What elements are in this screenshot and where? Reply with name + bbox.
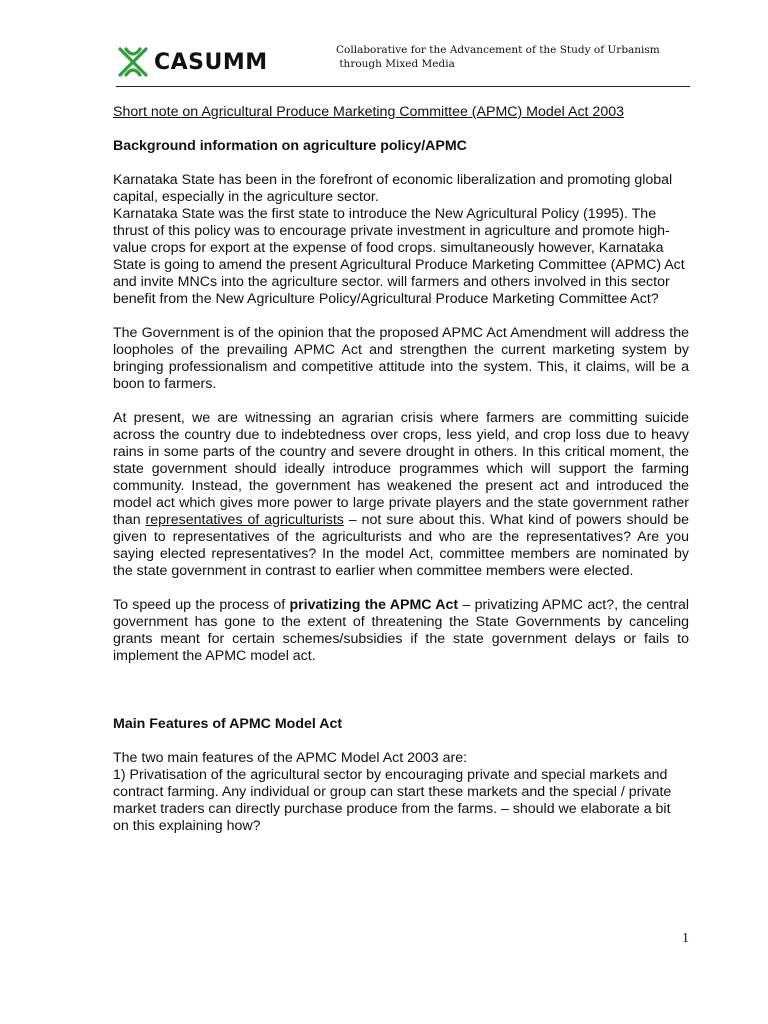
casumm-logo-icon bbox=[116, 45, 150, 79]
paragraph: Karnataka State has been in the forefront of economic liberalization and promoting global capital, especially in the agriculture sector. bbox=[113, 172, 673, 205]
paragraph: The Government is of the opinion that the proposed APMC Act Amendment will address the loopholes of the prevailing APMC Act and strengthen the current marketing system by bringing professionalism and competitive attitude into the system. This, it claims, will be a boon to farmers. bbox=[113, 325, 689, 392]
paragraph bbox=[113, 410, 689, 580]
underlined-phrase: representatives of agriculturists bbox=[145, 512, 344, 528]
spacer bbox=[113, 682, 689, 716]
document-title: Short note on Agricultural Produce Marketing Committee (APMC) Model Act 2003 bbox=[113, 104, 624, 120]
paragraph: 1) Privatisation of the agricultural sector by encouraging private and special markets and contract farming. Any individual or group can start these markets and the special / private market traders can directly purchase produce from the farms. – should we elaborate a bit on this explaining how? bbox=[113, 767, 672, 834]
section-heading-background: Background information on agriculture policy/APMC bbox=[113, 138, 467, 154]
bold-phrase: privatizing the APMC Act bbox=[289, 597, 459, 613]
paragraph: Karnataka State was the first state to introduce the New Agricultural Policy (1995). The thrust of this policy was to encourage private investment in agriculture and promote high-value crops for export at the expense of food crops. simultaneously however, Karnataka State is going to amend the present Agricultural Produce Marketing Committee (APMC) Act and invite MNCs into the agriculture sector. will farmers and others involved in this sector benefit from the New Agriculture Policy/Agricultural Produce Marketing Committee Act? bbox=[113, 206, 685, 307]
letterhead bbox=[116, 40, 690, 87]
casumm-logo bbox=[116, 44, 268, 80]
paragraph bbox=[113, 597, 689, 665]
paragraph-text: – privatizing APMC act?, the central government has gone to the extent of threatening the State Governments by canceling grants meant for certain schemes/subsidies if the state government delays or fails to implement the APMC model act. bbox=[113, 597, 689, 664]
tagline-line-2: through Mixed Media bbox=[336, 58, 455, 70]
paragraph-text: At present, we are witnessing an agrarian crisis where farmers are committing suicide across the country due to indebtedness over crops, less yield, and crop loss due to heavy rains in some parts of the country and severe drought in others. In this critical moment, the state government should ideally introduce programmes which will support the farming community. Instead, the government has weakened the present act and introduced the model act which gives more power to large private players and the state government rather than bbox=[113, 410, 689, 528]
page-number: 1 bbox=[682, 931, 689, 946]
paragraph: The two main features of the APMC Model Act 2003 are: bbox=[113, 750, 468, 766]
paragraph-text: To speed up the process of bbox=[113, 597, 290, 613]
document-body bbox=[113, 104, 689, 852]
letterhead-tagline bbox=[336, 43, 660, 71]
section-heading-features: Main Features of APMC Model Act bbox=[113, 716, 343, 732]
paragraph-text: – not sure about this. What kind of powers should be given to representatives of the agriculturists and who are the representatives? Are you saying elected representatives? In the model Act, committee members are nominated by the state government in contrast to earlier when committee members were elected. bbox=[113, 512, 690, 579]
tagline-line-1: Collaborative for the Advancement of the Study of Urbanism bbox=[336, 44, 660, 56]
logo-wordmark: CASUMM bbox=[154, 49, 268, 75]
